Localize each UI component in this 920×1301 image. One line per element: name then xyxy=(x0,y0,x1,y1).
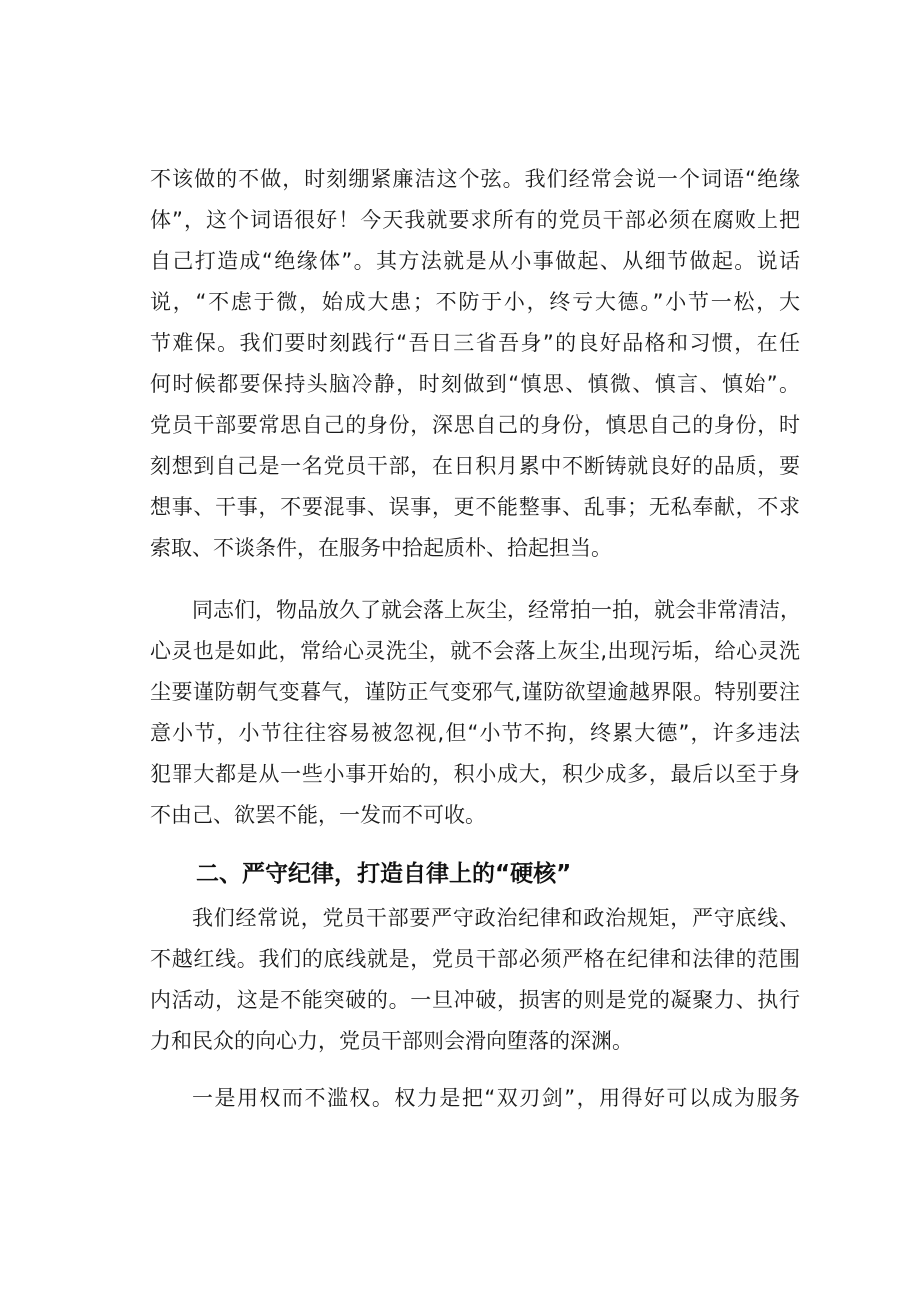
paragraph-line: 内活动，这是不能突破的。一旦冲破，损害的则是党的凝聚力、执行 xyxy=(150,988,800,1012)
paragraph-line: 不越红线。我们的底线就是，党员干部必须严格在纪律和法律的范围 xyxy=(150,947,800,971)
paragraph-line: 不由己、欲罢不能，一发而不可收。 xyxy=(150,803,486,827)
paragraph-line: 节难保。我们要时刻践行“吾日三省吾身”的良好品格和习惯，在任 xyxy=(150,331,800,355)
paragraph-line: 刻想到自己是一名党员干部，在日积月累中不断铸就良好的品质，要 xyxy=(150,454,800,478)
paragraph-line: 想事、干事，不要混事、误事，更不能整事、乱事；无私奉献，不求 xyxy=(150,495,800,519)
paragraph-line: 我们经常说，党员干部要严守政治纪律和政治规矩，严守底线、 xyxy=(192,906,800,930)
paragraph-line: 力和民众的向心力，党员干部则会滑向堕落的深渊。 xyxy=(150,1029,633,1053)
paragraph-line: 自己打造成“绝缘体”。其方法就是从小事做起、从细节做起。说话 xyxy=(150,249,800,273)
paragraph-line: 心灵也是如此，常给心灵洗尘，就不会落上灰尘,出现污垢，给心灵洗 xyxy=(150,639,800,663)
paragraph-line: 意小节，小节往往容易被忽视,但“小节不拘，终累大德”，许多违法 xyxy=(150,721,800,745)
section-heading: 二、严守纪律，打造自律上的“硬核” xyxy=(196,861,572,887)
paragraph-line: 同志们，物品放久了就会落上灰尘，经常拍一拍，就会非常清洁， xyxy=(192,598,801,622)
paragraph-line: 一是用权而不滥权。权力是把“双刃剑”，用得好可以成为服务 xyxy=(192,1086,800,1110)
paragraph-line: 说，“不虑于微，始成大患；不防于小，终亏大德。”小节一松，大 xyxy=(150,290,800,314)
paragraph-line: 党员干部要常思自己的身份，深思自己的身份，慎思自己的身份，时 xyxy=(150,413,800,437)
paragraph-line: 何时候都要保持头脑冷静，时刻做到“慎思、慎微、慎言、慎始”。 xyxy=(150,372,800,396)
paragraph-line: 犯罪大都是从一些小事开始的，积小成大，积少成多，最后以至于身 xyxy=(150,762,800,786)
paragraph-line: 体”，这个词语很好！今天我就要求所有的党员干部必须在腐败上把 xyxy=(150,208,800,232)
paragraph-line: 不该做的不做，时刻绷紧廉洁这个弦。我们经常会说一个词语“绝缘 xyxy=(150,167,800,191)
paragraph-line: 尘要谨防朝气变暮气，谨防正气变邪气,谨防欲望逾越界限。特别要注 xyxy=(150,680,800,704)
paragraph-line: 索取、不谈条件，在服务中拾起质朴、拾起担当。 xyxy=(150,536,612,560)
